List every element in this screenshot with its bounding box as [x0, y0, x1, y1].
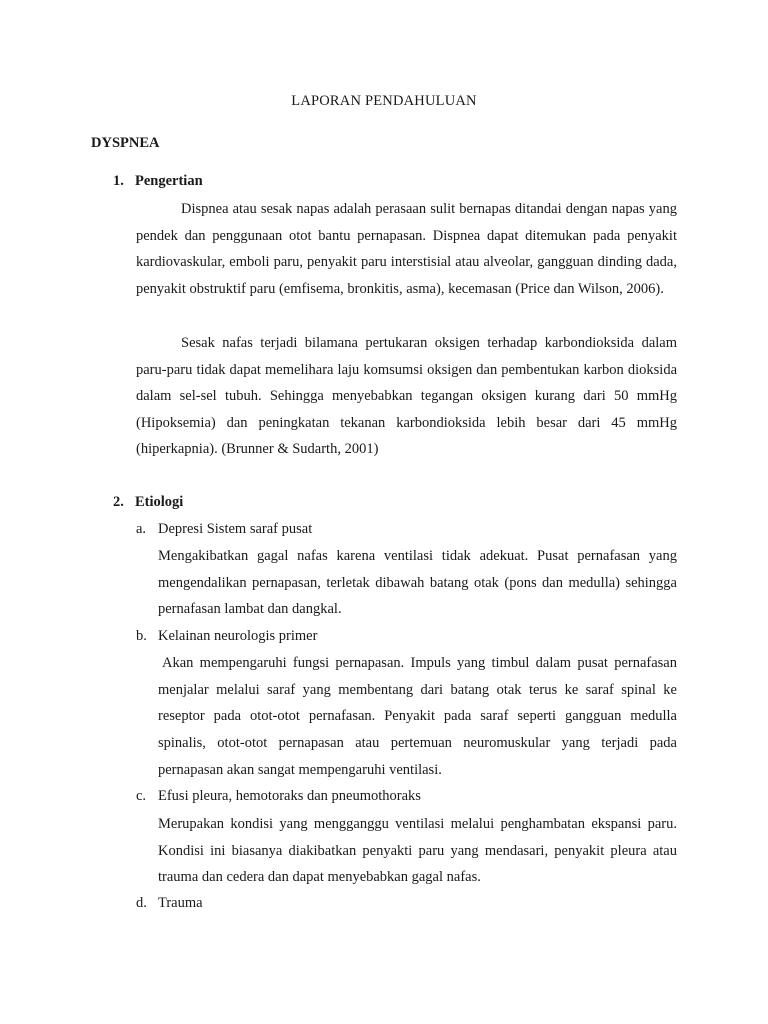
list-item-label: [136, 628, 317, 645]
list-item-letter: d.: [136, 895, 147, 911]
list-item-body: Merupakan kondisi yang mengganggu ventilasi melalui penghambatan ekspansi paru. Kondisi ini biasanya diakibatkan penyakti paru yang mendasari, penyakit pleura atau trauma dan cedera dan dapat menyebabkan gagal nafas.: [158, 816, 677, 886]
paragraph-mechanism: Sesak nafas terjadi bilamana pertukaran oksigen terhadap karbondioksida dalam paru-paru tidak dapat memelihara laju komsumsi oksigen dan pembentukan karbon dioksida dalam sel-sel tubuh. Sehingga menyebabkan tegangan oksigen kurang dari 50 mmHg (Hipoksemia) dan peningkatan tekanan karbondioksida lebih besar dari 45 mmHg (hiperkapnia). (Brunner & Sudarth, 2001): [136, 335, 677, 457]
list-item-label: [136, 521, 312, 538]
list-item-title: Efusi pleura, hemotoraks dan pneumothoraks: [158, 788, 421, 804]
list-item-title: Trauma: [158, 895, 203, 911]
section-heading-etiologi: [113, 494, 183, 511]
section-title: Etiologi: [135, 494, 184, 510]
list-item-label: [136, 788, 421, 805]
paragraph-definition: Dispnea atau sesak napas adalah perasaan sulit bernapas ditandai dengan napas yang pendek dan penggunaan otot bantu pernapasan. Dispnea dapat ditemukan pada penyakit kardiovaskular, emboli paru, penyakit paru interstisial atau alveolar, gangguan dinding dada, penyakit obstruktif paru (emfisema, bronkitis, asma), kecemasan (Price dan Wilson, 2006).: [136, 201, 677, 297]
section-number: 2.: [113, 494, 124, 510]
list-item-letter: c.: [136, 788, 147, 804]
section-number: 1.: [113, 173, 124, 189]
list-item-title: Depresi Sistem saraf pusat: [158, 521, 313, 537]
document-title: LAPORAN PENDAHULUAN: [291, 93, 477, 109]
list-item-title: Kelainan neurologis primer: [158, 628, 318, 644]
section-heading-pengertian: [113, 173, 203, 190]
list-item-body: Akan mempengaruhi fungsi pernapasan. Impuls yang timbul dalam pusat pernafasan menjalar melalui saraf yang membentang dari batang otak terus ke saraf spinal ke reseptor pada otot-otot pernafasan. Penyakit pada saraf seperti gangguan medulla spinalis, otot-otot pernapasan atau pertemuan neuromuskular yang terjadi pada pernapasan akan sangat mempengaruhi ventilasi.: [158, 655, 677, 778]
document-heading: DYSPNEA: [91, 135, 160, 151]
section-title: Pengertian: [135, 173, 203, 189]
list-item-body: Mengakibatkan gagal nafas karena ventilasi tidak adekuat. Pusat pernafasan yang mengendalikan pernapasan, terletak dibawah batang otak (pons dan medulla) sehingga pernafasan lambat dan dangkal.: [158, 548, 677, 618]
list-item-label: [136, 895, 203, 912]
list-item-letter: b.: [136, 628, 147, 644]
list-item-letter: a.: [136, 521, 147, 537]
